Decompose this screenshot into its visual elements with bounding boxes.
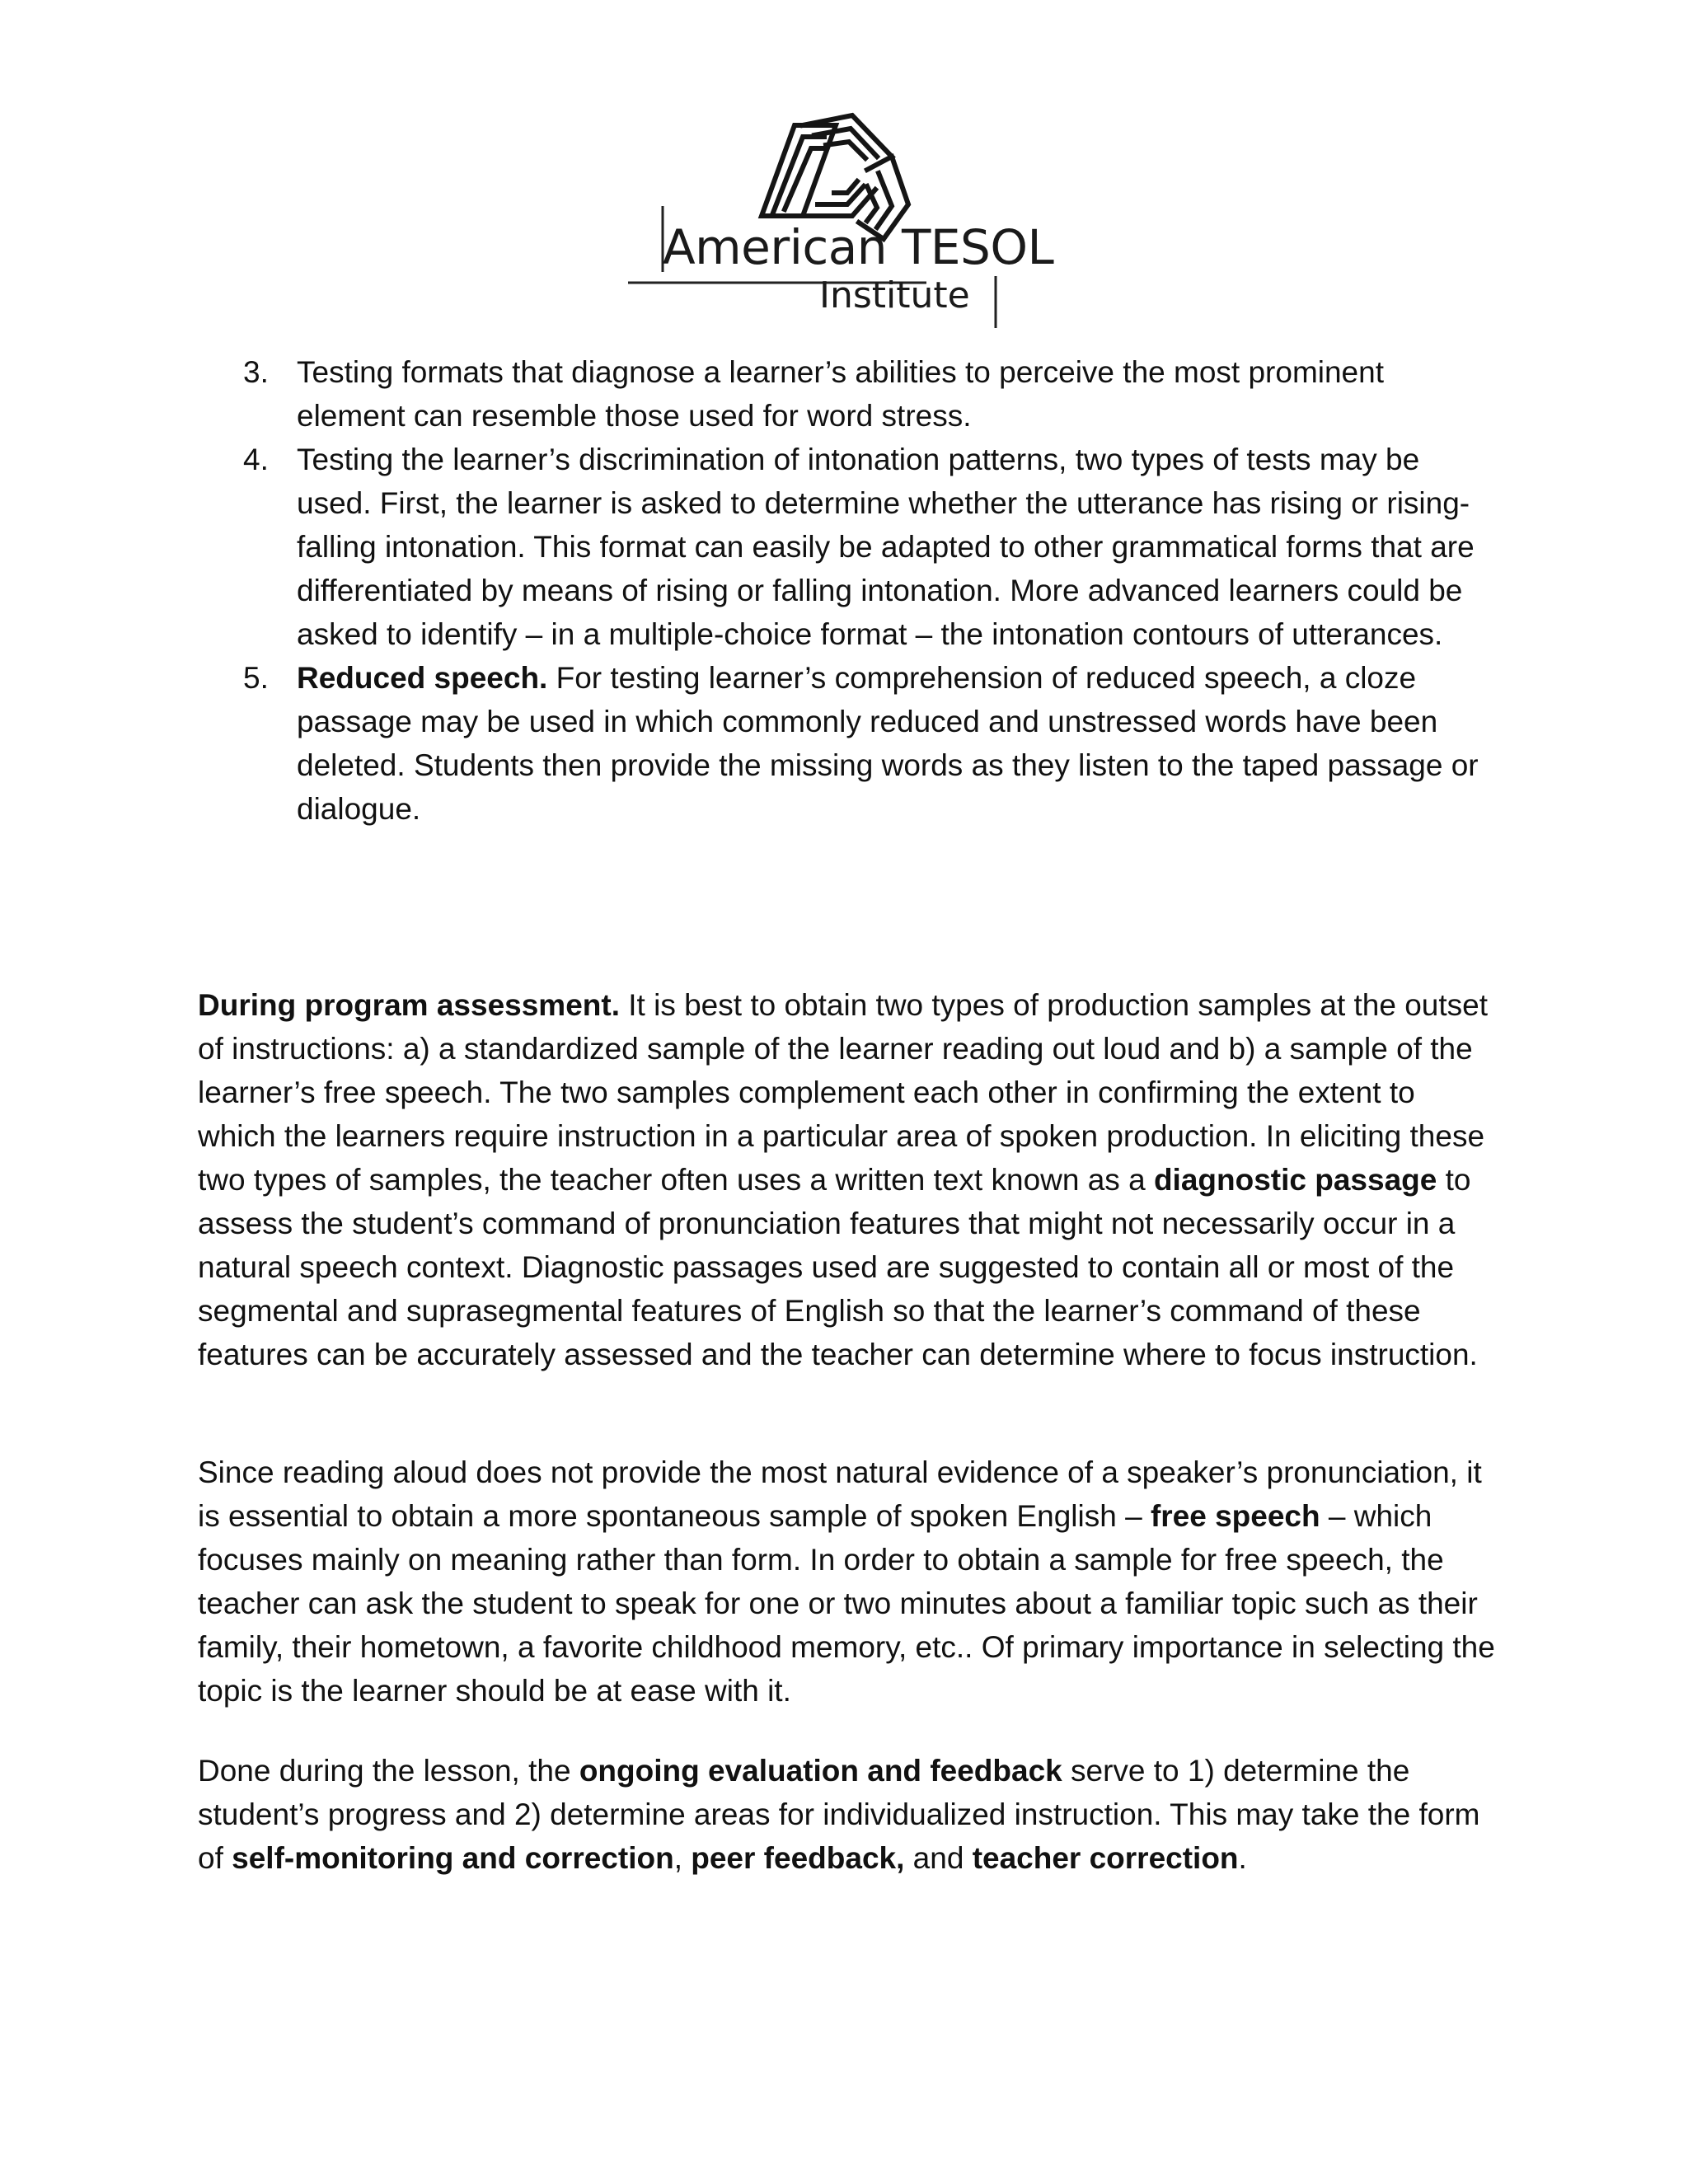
text-run: and — [904, 1841, 973, 1875]
logo-name: American TESOL — [663, 219, 1054, 275]
numbered-list — [198, 350, 1500, 831]
text-run: It is best to obtain two types of production samples at the outset of instructions: a) a standardized sample of the learner reading out loud and b) a sample of the learner’s free speech. The two samples complement each other in confirming the extent to which the learners require instruction in a particular area of spoken production. In eliciting these two types of samples, the teacher often uses a written text known as a — [198, 988, 1489, 1197]
text-run: serve to 1) determine the student’s progress and 2) determine areas for individualized instruction. This may take the form of — [198, 1754, 1480, 1875]
list-item — [198, 656, 1500, 831]
paragraph-ongoing-evaluation — [198, 1749, 1500, 1880]
list-item — [198, 438, 1500, 656]
list-item-text: For testing learner’s comprehension of reduced speech, a cloze passage may be used in which commonly reduced and unstressed words have been deleted. Students then provide the missing words as they listen to the taped passage or dialogue. — [297, 661, 1479, 826]
text-run: , — [673, 1841, 692, 1875]
paragraph-free-speech — [198, 1451, 1500, 1713]
bold-term: ongoing evaluation and feedback — [579, 1754, 1062, 1788]
bold-term: diagnostic passage — [1153, 1163, 1437, 1197]
american-tesol-logo — [620, 107, 1065, 338]
text-run: to assess the student’s command of pronunciation features that might not necessarily occur in a natural speech context. Diagnostic passages used are suggested to contain all or most of the segmental and suprasegmental features of English so that the learner’s command of these features can be accurately assessed and the teacher can determine where to focus instruction. — [198, 1163, 1478, 1371]
text-run: Since reading aloud does not provide the most natural evidence of a speaker’s pronunciation, it is essential to obtain a more spontaneous sample of spoken English – — [198, 1455, 1482, 1533]
paragraph-lead: During program assessment. — [198, 988, 620, 1022]
list-item-text: Testing the learner’s discrimination of intonation patterns, two types of tests may be used. First, the learner is asked to determine whether the utterance has rising or rising-falling intonation. This format can easily be adapted to other grammatical forms that are differentiated by means of rising or falling intonation. More advanced learners could be asked to identify – in a multiple-choice format – the intonation contours of utterances. — [297, 443, 1475, 651]
logo-subtitle: Institute — [819, 274, 970, 316]
list-number: 4. — [243, 443, 269, 476]
paragraph-program-assessment — [198, 983, 1500, 1376]
text-run: . — [1238, 1841, 1247, 1875]
text-run: Done during the lesson, the — [198, 1754, 579, 1788]
list-number: 3. — [243, 355, 269, 389]
list-item-text: Testing formats that diagnose a learner’s abilities to perceive the most prominent element can resemble those used for word stress. — [297, 355, 1384, 433]
bold-term: teacher correction — [972, 1841, 1239, 1875]
bold-term: self-monitoring and correction — [232, 1841, 674, 1875]
bold-term: free speech — [1150, 1499, 1320, 1533]
text-run: – which focuses mainly on meaning rather than form. In order to obtain a sample for free speech, the teacher can ask the student to speak for one or two minutes about a familiar topic such as their family, their hometown, a favorite childhood memory, etc.. Of primary importance in selecting the topic is the learner should be at ease with it. — [198, 1499, 1495, 1708]
bold-term: peer feedback, — [691, 1841, 905, 1875]
list-item — [198, 350, 1500, 438]
list-number: 5. — [243, 661, 269, 695]
list-item-lead: Reduced speech. — [297, 661, 548, 695]
